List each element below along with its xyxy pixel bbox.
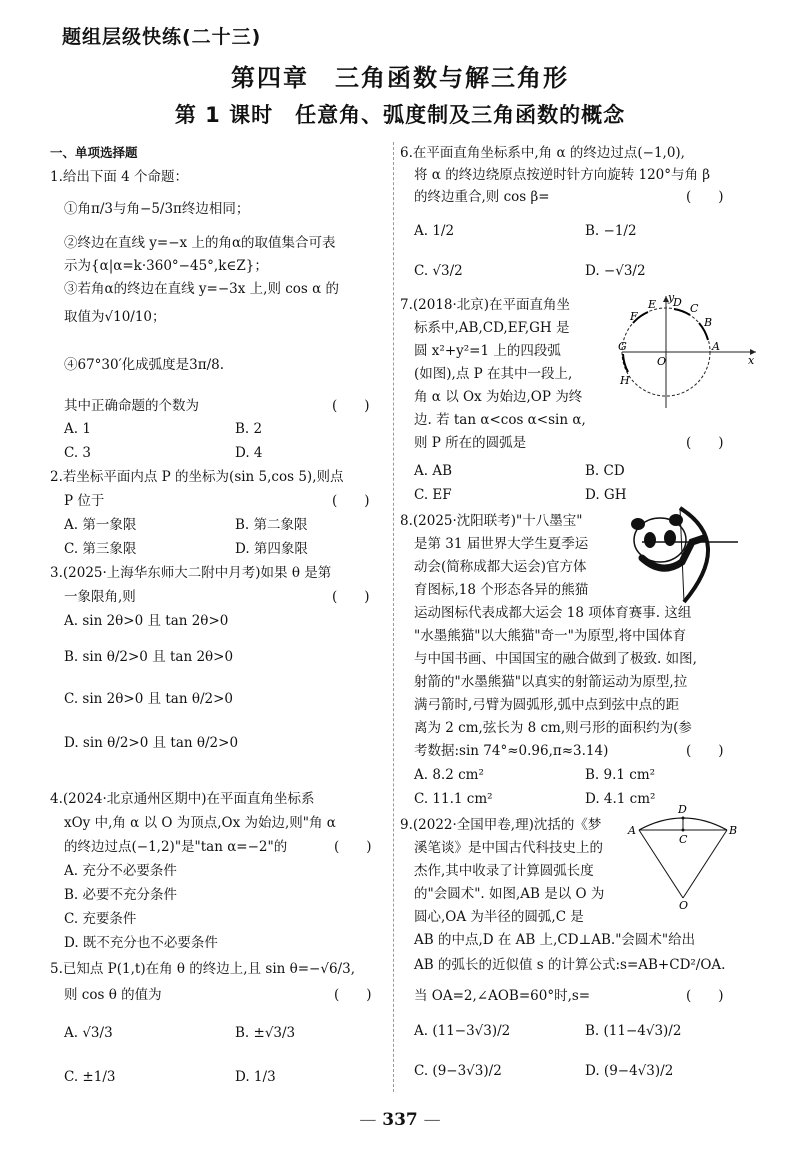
q3-option-c: C. sin 2θ>0 且 tan θ/2>0: [64, 691, 233, 707]
q5-option-d: D. 1/3: [235, 1069, 276, 1085]
label-o: O: [657, 355, 667, 368]
label-d: D: [673, 296, 682, 309]
label-c: C: [679, 833, 688, 846]
q9-line-1: 9.(2022·全国甲卷,理)沈括的《梦: [400, 817, 602, 833]
q8-line-3: 动会(简称成都大运会)官方体: [414, 559, 587, 575]
label-y: y: [668, 292, 675, 304]
q4-answer-paren: ( ): [334, 839, 372, 855]
q9-option-b: B. (11−4√3)/2: [585, 1023, 682, 1039]
q9-option-d: D. (9−4√3)/2: [585, 1063, 674, 1079]
q7-unit-circle-figure: [618, 292, 760, 412]
q7-line-6: 边. 若 tan α<cos α<sin α,: [414, 412, 586, 428]
page-dash-left: —: [359, 1110, 377, 1130]
q4-option-d: D. 既不充分也不必要条件: [64, 935, 218, 951]
q9-option-a: A. (11−3√3)/2: [414, 1023, 511, 1039]
q4-option-a: A. 充分不必要条件: [64, 863, 177, 879]
q5-answer-paren: ( ): [334, 987, 372, 1003]
q8-line-9: 满弓箭时,弓臂为圆弧形,弧中点到弦中点的距: [414, 697, 680, 713]
q1-ask: 其中正确命题的个数为: [64, 398, 199, 414]
q8-option-a: A. 8.2 cm²: [414, 767, 484, 783]
q6-option-b: B. −1/2: [585, 223, 637, 239]
q7-line-1: 7.(2018·北京)在平面直角坐: [400, 297, 571, 313]
q8-option-b: B. 9.1 cm²: [585, 767, 656, 783]
q1-statement-3a: ③若角α的终边在直线 y=−3x 上,则 cos α 的: [64, 281, 340, 297]
point-c: [682, 829, 685, 832]
q8-line-6: "水墨熊猫"以大熊猫"奇一"为原型,将中国体育: [414, 628, 687, 644]
q2-option-b: B. 第二象限: [235, 517, 308, 533]
q5-option-a: A. √3/3: [64, 1025, 113, 1041]
radius-ob: [683, 830, 727, 898]
q9-line-4: 的"会圆术". 如图,AB 是以 O 为: [414, 886, 605, 902]
q2-stem-1: 2.若坐标平面内点 P 的坐标为(sin 5,cos 5),则点: [50, 469, 344, 485]
q6-stem-2: 将 α 的终边绕原点按逆时针方向旋转 120°与角 β: [414, 167, 711, 183]
q8-line-7: 与中国书画、中国国宝的融合做到了极致. 如图,: [414, 651, 697, 667]
label-a: A: [712, 340, 720, 353]
panda-eye-left: [644, 532, 656, 548]
page-dash-right: —: [423, 1110, 441, 1130]
q6-option-c: C. √3/2: [414, 263, 463, 279]
panda-ear-left: [631, 518, 645, 530]
q1-option-d: D. 4: [235, 445, 263, 461]
arc-cd: [674, 309, 690, 315]
panda-eye-right: [664, 530, 676, 546]
q5-option-b: B. ±√3/3: [235, 1025, 296, 1041]
q9-line-2: 溪笔谈》是中国古代科技史上的: [414, 840, 603, 856]
lesson-title: 第 1 课时 任意角、弧度制及三角函数的概念: [174, 103, 626, 127]
q7-line-3: 圆 x²+y²=1 上的四段弧: [414, 343, 561, 359]
q6-stem-1: 6.在平面直角坐标系中,角 α 的终边过点(−1,0),: [400, 145, 685, 161]
q8-option-d: D. 4.1 cm²: [585, 791, 656, 807]
q4-stem-1: 4.(2024·北京通州区期中)在平面直角坐标系: [50, 791, 315, 807]
q4-option-b: B. 必要不充分条件: [64, 887, 178, 903]
q8-line-1: 8.(2025·沈阳联考)"十八墨宝": [400, 513, 583, 529]
label-b: B: [704, 316, 713, 329]
q7-option-c: C. EF: [414, 487, 452, 503]
q4-stem-2: xOy 中,角 α 以 O 为顶点,Ox 为始边,则"角 α: [64, 815, 336, 831]
q8-line-8: 射箭的"水墨熊猫"以真实的射箭运动为原型,拉: [414, 674, 688, 690]
section-heading: 一、单项选择题: [50, 145, 138, 160]
right-column: [400, 142, 760, 1102]
q5-option-c: C. ±1/3: [64, 1069, 116, 1085]
q9-answer-paren: ( ): [686, 988, 724, 1004]
q1-statement-3b: 取值为√10/10；: [64, 309, 166, 325]
q8-line-5: 运动图标代表成都大运会 18 项体育赛事. 这组: [414, 605, 692, 621]
q7-line-5: 角 α 以 Ox 为始边,OP 为终: [414, 389, 583, 405]
q3-stem-2: 一象限角,则: [64, 589, 136, 605]
q7-option-a: A. AB: [414, 463, 453, 479]
left-column: [50, 142, 385, 1102]
q1-statement-2a: ②终边在直线 y=−x 上的角α的取值集合可表: [64, 235, 336, 251]
page-number: [0, 1110, 800, 1130]
q2-answer-paren: ( ): [332, 493, 370, 509]
q9-line-6: AB 的中点,D 在 AB 上,CD⊥AB."会圆术"给出: [414, 932, 696, 948]
label-h: H: [620, 374, 630, 387]
q3-option-d: D. sin θ/2>0 且 tan θ/2>0: [64, 735, 239, 751]
page-number-value: 337: [382, 1110, 418, 1130]
q9-option-c: C. (9−3√3)/2: [414, 1063, 502, 1079]
q4-option-c: C. 充要条件: [64, 911, 137, 927]
q7-option-b: B. CD: [585, 463, 625, 479]
q8-line-11: 考数据:sin 74°≈0.96,π≈3.14): [414, 743, 609, 759]
label-e: E: [648, 298, 657, 311]
label-g: G: [618, 340, 627, 353]
q7-option-d: D. GH: [585, 487, 627, 503]
q4-stem-3: 的终边过点(−1,2)"是"tan α=−2"的: [64, 839, 288, 855]
label-b: B: [729, 824, 738, 837]
q7-answer-paren: ( ): [686, 435, 724, 451]
q6-answer-paren: ( ): [686, 189, 724, 205]
q1-statement-1: ①角π/3与角−5/3π终边相同；: [64, 201, 250, 217]
q1-statement-2b: 示为{α|α=k·360°−45°,k∈Z}；: [64, 258, 268, 274]
q7-line-4: (如图),点 P 在其中一段上,: [414, 366, 573, 382]
q2-option-c: C. 第三象限: [64, 541, 137, 557]
q9-line-3: 杰作,其中收录了计算圆弧长度: [414, 863, 594, 879]
q1-answer-paren: ( ): [332, 398, 370, 414]
q1-statement-4: ④67°30′化成弧度是3π/8.: [64, 357, 225, 373]
q8-line-10: 离为 2 cm,弦长为 8 cm,则弓形的面积约为(参: [414, 720, 692, 736]
label-d: D: [678, 803, 687, 816]
q3-stem-1: 3.(2025·上海华东师大二附中月考)如果 θ 是第: [50, 565, 332, 581]
series-title: 题组层级快练(二十三): [62, 26, 262, 48]
q8-answer-paren: ( ): [686, 743, 724, 759]
q9-line-5: 圆心,OA 为半径的圆弧,C 是: [414, 909, 584, 925]
q5-stem-1: 5.已知点 P(1,t)在角 θ 的终边上,且 sin θ=−√6/3,: [50, 961, 355, 977]
q7-line-7: 则 P 所在的圆弧是: [414, 435, 527, 451]
q1-option-a: A. 1: [64, 421, 91, 437]
q3-option-a: A. sin 2θ>0 且 tan 2θ>0: [64, 613, 229, 629]
q1-stem: 1.给出下面 4 个命题：: [50, 169, 189, 185]
chapter-title: 第四章 三角函数与解三角形: [231, 64, 569, 92]
q1-option-b: B. 2: [235, 421, 263, 437]
q8-line-4: 育图标,18 个形态各异的熊猫: [414, 582, 589, 598]
label-a: A: [628, 824, 636, 837]
q5-stem-2: 则 cos θ 的值为: [64, 987, 162, 1003]
q2-option-a: A. 第一象限: [64, 517, 137, 533]
q8-panda-archery-image: [622, 502, 742, 606]
q3-option-b: B. sin θ/2>0 且 tan 2θ>0: [64, 649, 234, 665]
label-c: C: [690, 302, 699, 315]
q1-option-c: C. 3: [64, 445, 92, 461]
q3-answer-paren: ( ): [332, 589, 370, 605]
q6-stem-3: 的终边重合,则 cos β=: [414, 189, 550, 205]
q2-stem-2: P 位于: [64, 493, 105, 509]
q8-line-2: 是第 31 届世界大学生夏季运: [414, 536, 589, 552]
label-x: x: [748, 354, 755, 367]
q8-option-c: C. 11.1 cm²: [414, 791, 493, 807]
point-d: [682, 817, 685, 820]
q9-circular-arc-figure: [626, 802, 740, 910]
q7-line-2: 标系中,AB,CD,EF,GH 是: [414, 320, 570, 336]
label-o: O: [679, 899, 689, 910]
q6-option-a: A. 1/2: [414, 223, 455, 239]
column-divider: [393, 142, 394, 1092]
label-f: F: [630, 310, 638, 323]
q9-line-7: AB 的弧长的近似值 s 的计算公式:s=AB+CD²/OA.: [414, 957, 726, 973]
radius-oa: [639, 830, 683, 898]
q9-line-8: 当 OA=2,∠AOB=60°时,s=: [414, 988, 591, 1004]
q2-option-d: D. 第四象限: [235, 541, 308, 557]
q6-option-d: D. −√3/2: [585, 263, 646, 279]
